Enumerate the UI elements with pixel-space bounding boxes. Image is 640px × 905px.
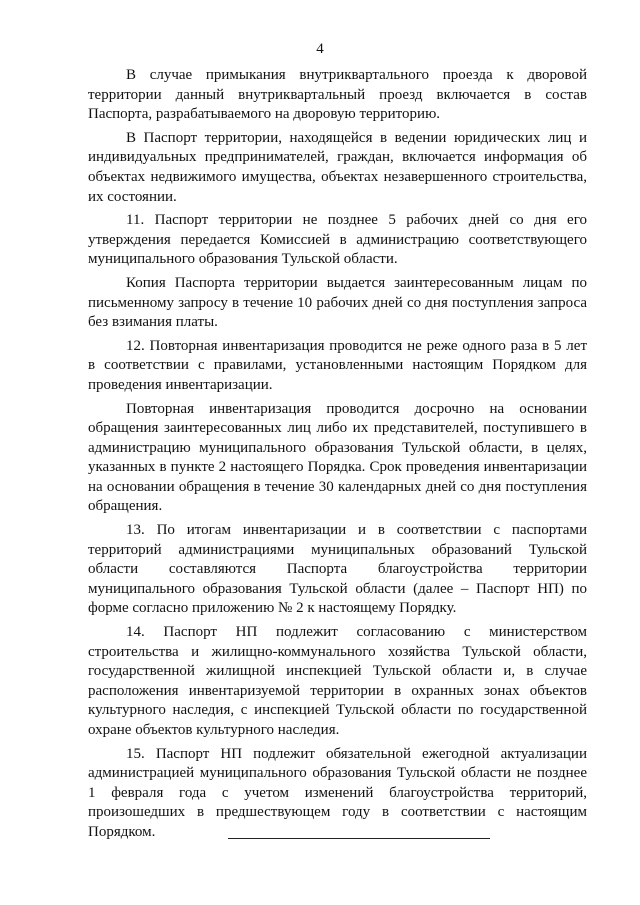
paragraph-passport-contents: В Паспорт территории, находящейся в ведении юридических лиц и индивидуальных предпринимателей, граждан, включается информация об объектах недвижимого имущества, объектах незавершенного строительства, их состоянии. (88, 129, 587, 205)
end-of-document-rule (228, 838, 490, 839)
document-body (88, 66, 587, 847)
page-number: 4 (316, 41, 324, 57)
paragraph-item-14: 14. Паспорт НП подлежит согласованию с министерством строительства и жилищно-коммунального хозяйства Тульской области, государственной жилищной инспекцией Тульской области и, в случае расположения инвентаризуемой территории в охранных зонах объектов культурного наследия, с инспекцией Тульской области по государственной охране объектов культурного наследия. (88, 624, 587, 738)
paragraph-item-15: 15. Паспорт НП подлежит обязательной ежегодной актуализации администрацией муниципального образования Тульской области не позднее 1 февраля года с учетом изменений благоустройства территорий, произошедших в предшествующем году в соответствии с настоящим Порядком. (88, 745, 587, 840)
paragraph-item-11: 11. Паспорт территории не позднее 5 рабочих дней со дня его утверждения передается Комиссией в администрацию соответствующего муниципального образования Тульской области. (88, 212, 587, 268)
paragraph-courtyard-driveway: В случае примыкания внутриквартального проезда к дворовой территории данный внутриквартальный проезд включается в состав Паспорта, разрабатываемого на дворовую территорию. (88, 67, 587, 123)
paragraph-passport-copy: Копия Паспорта территории выдается заинтересованным лицам по письменному запросу в течение 10 рабочих дней со дня поступления запроса без взимания платы. (88, 274, 587, 331)
paragraph-early-inventory: Повторная инвентаризация проводится досрочно на основании обращения заинтересованных лиц либо их представителей, поступившего в администрацию муниципального образования Тульской области, в целях, указанных в пункте 2 настоящего Порядка. Срок проведения инвентаризации на основании обращения в течение 30 календарных дней со дня поступления обращения. (88, 400, 587, 515)
paragraph-item-13: 13. По итогам инвентаризации и в соответствии с паспортами территорий администрациями муниципальных образований Тульской области составляются Паспорта благоустройства территории муниципального образования Тульской области (далее – Паспорт НП) по форме согласно приложению № 2 к настоящему Порядку. (88, 522, 587, 617)
paragraph-item-12: 12. Повторная инвентаризация проводится не реже одного раза в 5 лет в соответствии с правилами, установленными настоящим Порядком для проведения инвентаризации. (88, 337, 587, 393)
